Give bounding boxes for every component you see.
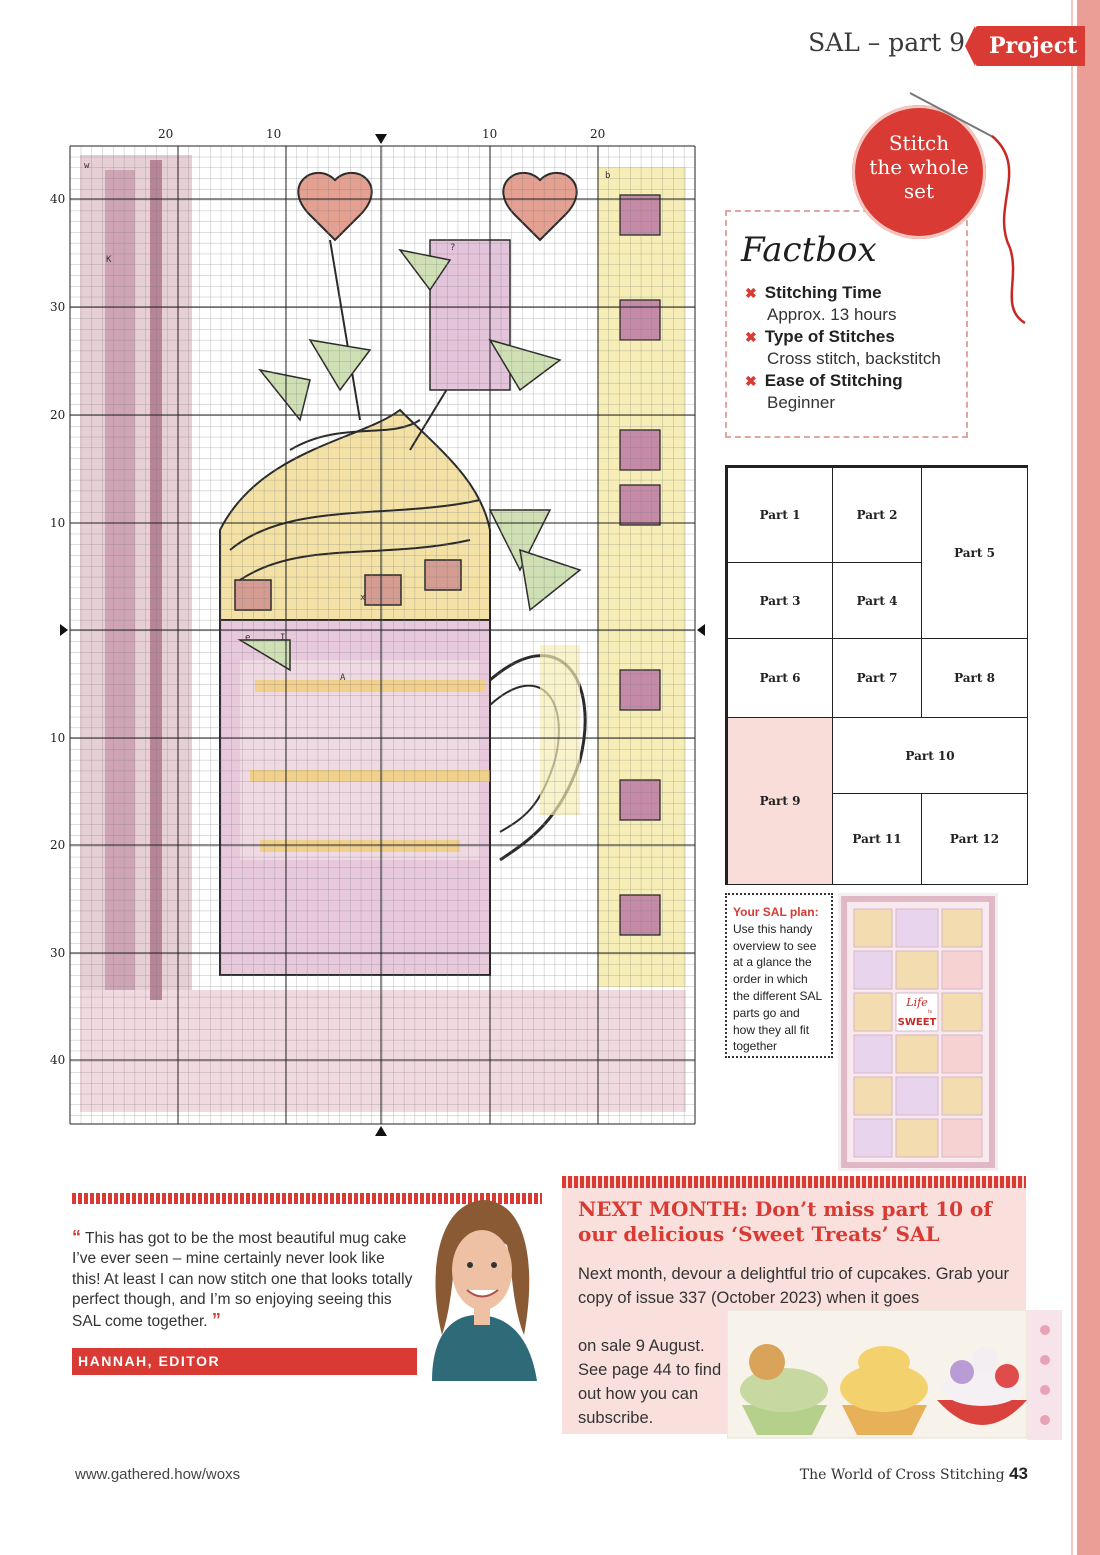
sampler-text-life: Life bbox=[906, 996, 928, 1009]
needle-thread-icon bbox=[900, 88, 1040, 328]
fact-value: Cross stitch, backstitch bbox=[767, 349, 941, 368]
caption-lead: Your SAL plan: bbox=[733, 905, 819, 919]
finished-sampler-photo bbox=[838, 893, 998, 1171]
next-month-title: Don’t miss part 10 of our delicious ‘Sweet Treats’ SAL bbox=[578, 1197, 992, 1246]
fact-item bbox=[745, 370, 903, 414]
chart-symbol: K bbox=[106, 255, 112, 265]
page-edge-stripe bbox=[1077, 0, 1100, 1555]
badge-line: Stitch bbox=[888, 131, 950, 155]
plan-cell-part-6: Part 6 bbox=[727, 638, 833, 718]
open-quote-mark: “ bbox=[72, 1227, 81, 1247]
fact-value: Beginner bbox=[767, 393, 836, 412]
sal-plan-grid bbox=[725, 465, 1028, 885]
sal-plan-caption bbox=[725, 893, 833, 1058]
next-month-text: Next month, devour a delightful trio of cupcakes. Grab your copy of issue 337 (October 2023) when it goes bbox=[578, 1265, 1010, 1307]
next-month-cupcakes-photo bbox=[727, 1310, 1062, 1440]
close-quote-mark: ” bbox=[211, 1310, 221, 1331]
chart-symbol: I bbox=[280, 633, 286, 643]
top-tick-label: 10 bbox=[266, 127, 282, 141]
fact-item bbox=[745, 326, 941, 370]
next-month-heading bbox=[578, 1197, 1018, 1247]
plan-cell-part-2: Part 2 bbox=[832, 467, 922, 563]
plan-cell-part-7: Part 7 bbox=[832, 638, 922, 718]
page-number: 43 bbox=[1009, 1464, 1028, 1483]
left-tick-label: 40 bbox=[50, 192, 66, 206]
section-title: SAL – part 9 bbox=[808, 28, 965, 57]
plan-cell-part-1: Part 1 bbox=[727, 467, 833, 563]
top-tick-label: 10 bbox=[482, 127, 498, 141]
plan-cell-part-5: Part 5 bbox=[921, 467, 1028, 639]
badge-line: set bbox=[903, 179, 935, 203]
plan-cell-part-10: Part 10 bbox=[832, 717, 1028, 794]
chart-symbol: ? bbox=[450, 243, 456, 253]
top-tick-label: 20 bbox=[158, 127, 174, 141]
fact-label: Stitching Time bbox=[764, 283, 882, 302]
quote-text: This has got to be the most beautiful mug cake I’ve ever seen – mine certainly never look like this! At least I can now stitch one that looks totally perfect though, and I’m so enjoying seeing this SAL come together. bbox=[72, 1230, 413, 1331]
plan-cell-part-11: Part 11 bbox=[832, 793, 922, 885]
cross-stitch-chart bbox=[40, 120, 720, 1145]
sampler-text-sweet: SWEET bbox=[897, 1017, 937, 1028]
cross-icon: ✖ bbox=[745, 285, 757, 301]
fact-label: Type of Stitches bbox=[764, 327, 895, 346]
badge-line: the whole bbox=[869, 155, 969, 179]
quote-author: HANNAH, EDITOR bbox=[72, 1348, 417, 1375]
chart-symbol: x bbox=[360, 593, 366, 603]
fact-label: Ease of Stitching bbox=[764, 371, 903, 390]
plan-cell-part-12: Part 12 bbox=[921, 793, 1028, 885]
factbox-title: Factbox bbox=[741, 230, 877, 270]
next-month-text-cont: on sale 9 August. See page 44 to find out how you can subscribe. bbox=[578, 1337, 722, 1427]
chart-symbol: e bbox=[245, 633, 251, 643]
left-tick-label: 30 bbox=[50, 300, 66, 314]
editor-quote bbox=[72, 1227, 417, 1332]
footer-magazine bbox=[800, 1464, 1028, 1484]
sampler-text-is: is bbox=[928, 1009, 932, 1015]
left-tick-label: 40 bbox=[50, 1053, 66, 1067]
magazine-title: The World of Cross Stitching bbox=[799, 1467, 1005, 1483]
caption-text: Use this handy overview to see at a glance the order in which the different SAL parts go and how they all fit together bbox=[733, 921, 822, 1054]
next-month-lead: NEXT MONTH: bbox=[578, 1197, 748, 1221]
left-tick-label: 20 bbox=[50, 838, 66, 852]
chart-symbol: b bbox=[605, 171, 611, 181]
chart-symbol: A bbox=[340, 673, 346, 683]
plan-cell-part-3: Part 3 bbox=[727, 562, 833, 639]
cross-icon: ✖ bbox=[745, 373, 757, 389]
next-month-top-bar bbox=[562, 1176, 1026, 1188]
chart-symbol: w bbox=[84, 161, 90, 171]
left-tick-label: 30 bbox=[50, 946, 66, 960]
plan-cell-part-8: Part 8 bbox=[921, 638, 1028, 718]
left-tick-label: 10 bbox=[50, 731, 66, 745]
section-tag: Project bbox=[975, 26, 1085, 66]
left-tick-label: 20 bbox=[50, 408, 66, 422]
plan-cell-part-9: Part 9 bbox=[727, 717, 833, 885]
cross-icon: ✖ bbox=[745, 329, 757, 345]
fact-item bbox=[745, 282, 896, 326]
top-tick-label: 20 bbox=[590, 127, 606, 141]
plan-cell-part-4: Part 4 bbox=[832, 562, 922, 639]
left-tick-label: 10 bbox=[50, 516, 66, 530]
footer-url: www.gathered.how/woxs bbox=[75, 1466, 241, 1483]
editor-portrait bbox=[412, 1185, 542, 1381]
page-edge-line bbox=[1071, 0, 1073, 1555]
fact-value: Approx. 13 hours bbox=[767, 305, 897, 324]
